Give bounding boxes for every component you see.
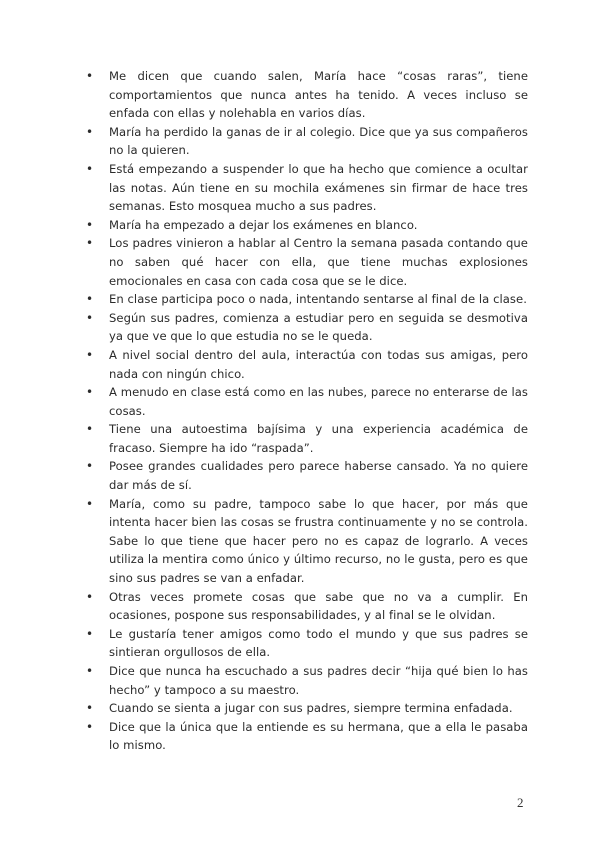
- list-item: • Me dicen que cuando salen, María hace “cosas raras”, tiene comportamientos que nunca antes ha tenido. A veces incluso se enfada con ellas y nolehabla en varios días.: [86, 67, 528, 123]
- list-item: • Según sus padres, comienza a estudiar pero en seguida se desmotiva ya que ve que lo que estudia no se le queda.: [86, 309, 528, 346]
- list-item: • María, como su padre, tampoco sabe lo que hacer, por más que intenta hacer bien las cosas se frustra continuamente y no se controla. Sabe lo que tiene que hacer pero no es capaz de lograrlo. A veces utiliza la mentira como único y último recurso, no le gusta, pero es que sino sus padres se van a enfadar.: [86, 495, 528, 588]
- list-item: • Está empezando a suspender lo que ha hecho que comience a ocultar las notas. Aún tiene en su mochila exámenes sin firmar de hace tres semanas. Esto mosquea mucho a sus padres.: [86, 160, 528, 216]
- list-item: • Dice que nunca ha escuchado a sus padres decir “hija qué bien lo has hecho” y tampoco a su maestro.: [86, 662, 528, 699]
- page-number: 2: [517, 795, 524, 810]
- list-item: • María ha perdido la ganas de ir al colegio. Dice que ya sus compañeros no la quieren.: [86, 123, 528, 160]
- list-item: • Tiene una autoestima bajísima y una experiencia académica de fracaso. Siempre ha ido “raspada”.: [86, 420, 528, 457]
- list-item: • A nivel social dentro del aula, interactúa con todas sus amigas, pero nada con ningún chico.: [86, 346, 528, 383]
- list-item: • A menudo en clase está como en las nubes, parece no enterarse de las cosas.: [86, 383, 528, 420]
- list-item: • Posee grandes cualidades pero parece haberse cansado. Ya no quiere dar más de sí.: [86, 457, 528, 494]
- list-item: • Otras veces promete cosas que sabe que no va a cumplir. En ocasiones, pospone sus responsabilidades, y al final se le olvidan.: [86, 588, 528, 625]
- list-item: • Le gustaría tener amigos como todo el mundo y que sus padres se sintieran orgullosos de ella.: [86, 625, 528, 662]
- list-item: • Cuando se sienta a jugar con sus padres, siempre termina enfadada.: [86, 699, 528, 718]
- list-item: • Los padres vinieron a hablar al Centro la semana pasada contando que no saben qué hacer con ella, que tiene muchas explosiones emocionales en casa con cada cosa que se le dice.: [86, 234, 528, 290]
- list-item: • María ha empezado a dejar los exámenes en blanco.: [86, 216, 528, 235]
- list-item: • Dice que la única que la entiende es su hermana, que a ella le pasaba lo mismo.: [86, 718, 528, 755]
- bullet-list: [86, 67, 528, 755]
- list-item: • En clase participa poco o nada, intentando sentarse al final de la clase.: [86, 290, 528, 309]
